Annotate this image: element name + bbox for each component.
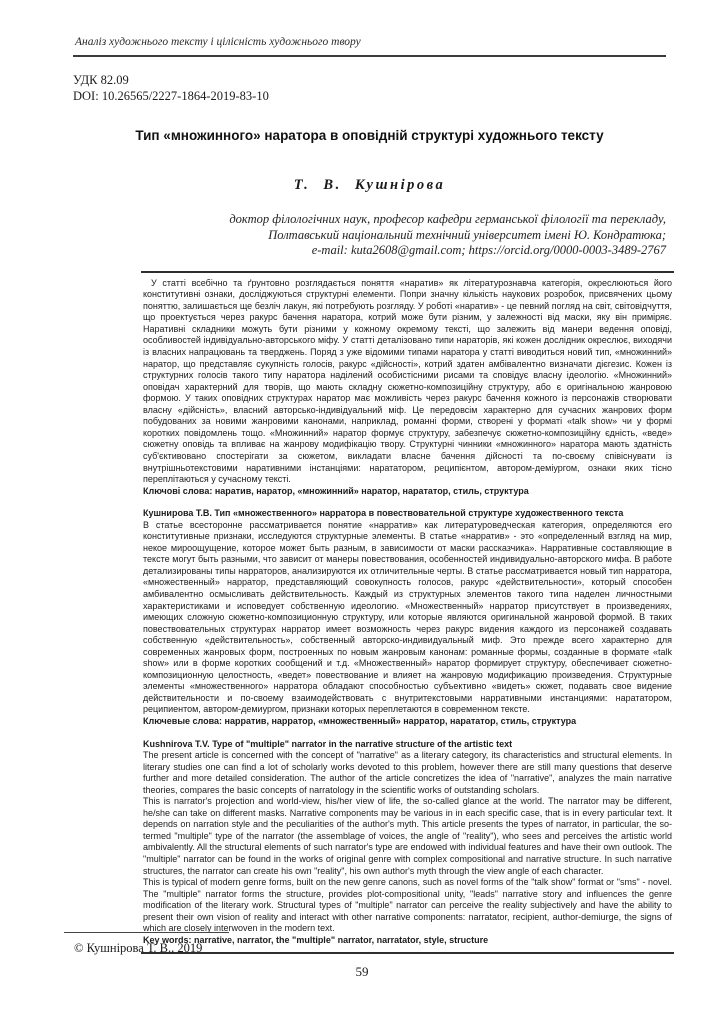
header-rule: [73, 55, 666, 57]
keywords-ukrainian: Ключові слова: наратив, наратор, «множинний» наратор, нарататор, стиль, структура: [143, 485, 529, 496]
abstract-english-paragraph: This is narrator's projection and world-view, his/her view of life, the so-called glance at the world. The narrator may be different, he/she can take on different masks. Narrative components may be various in in each specific case, that is in every particular text. It depends on narration style and the peculiarities of the author's myth. This article presents the types of narrator, in particular, the so-termed "multiple" type of the narrator (the assemblage of voices, the angle of "reality"), who sees and perceives the artistic world ambivalently. All the structural elements of such narrator's type are endowed with individual features and have their own outlook. The "multiple" narrator can be found in the works of original genre with complex compositional and narrative structure. In such narrative structures, the narrator can create his own "reality", his own author's myth through the view angle of each character.: [143, 796, 672, 876]
footnote-rule: [64, 932, 229, 933]
doi-number: DOI: 10.26565/2227-1864-2019-83-10: [73, 88, 269, 103]
abstract-russian-heading: Кушнирова Т.В. Тип «множественного» нарратора в повествовательной структуре художественного текста: [143, 508, 624, 519]
affiliation-line: доктор філологічних наук, професор кафедри германської філології та перекладу,: [229, 212, 666, 227]
running-head: Аналіз художнього тексту і цілісність художнього твору: [75, 36, 361, 48]
author-affiliation: [73, 212, 666, 259]
udc-number: УДК 82.09: [73, 73, 129, 87]
abstract-english-paragraph: This is typical of modern genre forms, built on the new genre canons, such as novel forms of the "talk show" format or "sms" - novel. The "multiple" narrator forms the structure, provides plot-compositional unity, "leads" narrative story and influences the genre modification of the literary work. Structural types of "multiple" narrator can perceive the reality subjectively and have the ability to present their own vision of reality and interact with other narrative components: narratator, recipient, author-demiurge, the signs of which are closely interwoven in the modern text.: [143, 877, 672, 934]
copyright-notice: © Кушнірова Т. В., 2019: [74, 941, 203, 955]
section-gap: [143, 497, 672, 508]
affiliation-contact: e-mail: kuta2608@gmail.com; https://orcid.org/0000-0003-3489-2767: [311, 243, 666, 258]
keywords-russian: Ключевые слова: нарратив, нарратор, «множественный» нарратор, нарататор, стиль, структура: [143, 715, 577, 726]
page-footer: [62, 932, 662, 980]
affiliation-line: Полтавський національний технічний університет імені Ю. Кондратюка;: [268, 227, 666, 242]
page-number: 59: [355, 964, 369, 979]
abstract-ukrainian: У статті всебічно та ґрунтовно розглядається поняття «наратив» як літературознавча категорія, окреслюються його конститутивні ознаки, досліджуються структурні елементи. Попри значну кількість наукових розробок, присвячених цьому поняттю, залишається ще безліч лакун, які потребують розгляду. У роботі «наратив» - це певний погляд на світ, світовідчуття, що проектується через ракурс бачення наратора, котрий може бути різним, у залежності від маски, яку він приміряє. Наративні складники можуть бути різними у кожному окремому тексті, що залежить від манери ведення оповіді, особливостей індивідуально-авторського міфу. У статті деталізовано типи нараторів, які кожен дослідник окреслює, виходячи із власних напрацювань та тверджень. Поряд з уже відомими типами наратора у статті виводиться новий тип, «множинний» наратор, що представляє сукупність голосів, ракурс «дійсності», котрий здатен амбівалентно визначати дієгезис. Кожен із структурних голосів такого типу наратора наділений особистісними рисами та сповідує власну ідеологію. «Множинний» оповідач характерний для творів, що мають складну сюжетно-композиційну структуру, або є оригінальною жанровою формою. У таких оповідних структурах наратор має можливість через ракурс бачення кожного із персонажів створювати власну «дійсність», власний авторсько-індивідуальний міф. Це передовсім характерно для сучасних жанрових форм побудованих за новими жанровими канонами, наприклад, романні форми, створені у форматі «talk show» чи у формі коротких повідомлень тощо. «Множинний» наратор формує структуру, забезпечує сюжетно-композиційну єдність, «веде» сюжетну оповідь та впливає на жанрову модифікацію твору. Структурні чинники «множинного» наратора мають здатність суб'єктивовано спостерігати за сюжетом, викладати власне бачення дійсності та по-своєму співіснувати із внутрішньотекстовими наративними інстанціями: нарататором, реципієнтом, автором-деміургом, ознаки яких тісно переплітаються у сучасному тексті.: [143, 277, 672, 485]
author-name: Т. В. Кушнірова: [293, 177, 446, 194]
keywords-english: Key words: narrative, narrator, the "multiple" narrator, narratator, style, structure: [143, 934, 489, 945]
article-title: Тип «множинного» наратора в оповідній структурі художнього тексту: [135, 128, 604, 144]
abstract-english-paragraph: The present article is concerned with the concept of "narrative" as a literary category, its characteristics and structural elements. In literary studies one can find a lot of scholarly works devoted to this problem, however there are still many questions that deserve further and more detailed consideration. The author of the article concretizes the idea of "narrative", analyzes the main narrative theories, compares the basic concepts of narratology in the scientific works of outstanding scholars.: [143, 750, 672, 795]
abstract-english-heading: Kushnirova T.V. Type of "multiple" narrator in the narrative structure of the artistic text: [143, 738, 513, 749]
abstract-russian: В статье всесторонне рассматривается понятие «нарратив» как литературоведческая категория, определяются его конститутивные признаки, исследуются структурные элементы. В статье «нарратив» - это «определенный взгляд на мир, некое мироощущение, которое может быть разным, в зависимости от маски рассказчика». Нарративные составляющие в тексте могут быть разными, что зависит от манеры повествования, особенностей индивидуально-авторского мифа. В работе детализированы типы нарраторов, анализируются их отличительные черты. В статье рассматривается новый тип нарратора, «множественный» нарратор, представляющий совокупность голосов, ракурс «действительности», который способен амбивалентно осмысливать действительность. Каждый из структурных элементов такого типа наделен личностными характеристиками и исповедует собственную идеологию. «Множественный» нарратор присутствует в произведениях, имеющих сложную сюжетно-композиционную структуру, или которые являются оригинальной жанровой формой. В таких повествовательных структурах нарратор имеет возможность через ракурс видения каждого из персонажей создавать собственную «действительность», собственный авторско-индивидуальный миф. Это прежде всего характерно для современных жанровых форм, построенных по новым жанровым канонам: романные формы, созданные в формате «talk show» или в форме коротких сообщений и т.д. «Множественный» наратор формирует структуру, обеспечивает сюжетно-композиционную целостность, «ведет» повествование и влияет на жанровую модификацию произведения. Структурные элементы «множественного» нарратора обладают способностью субъективно «видеть» сюжет, подавать свое видение действительности и по-своему взаимодействовать с внутритекстовыми нарративными инстанциями: нарататором, реципиентом, автором-демиургом, признаки которых переплетаются в современном тексте.: [143, 519, 672, 715]
abstracts-block: [141, 271, 674, 955]
section-gap: [143, 728, 672, 739]
